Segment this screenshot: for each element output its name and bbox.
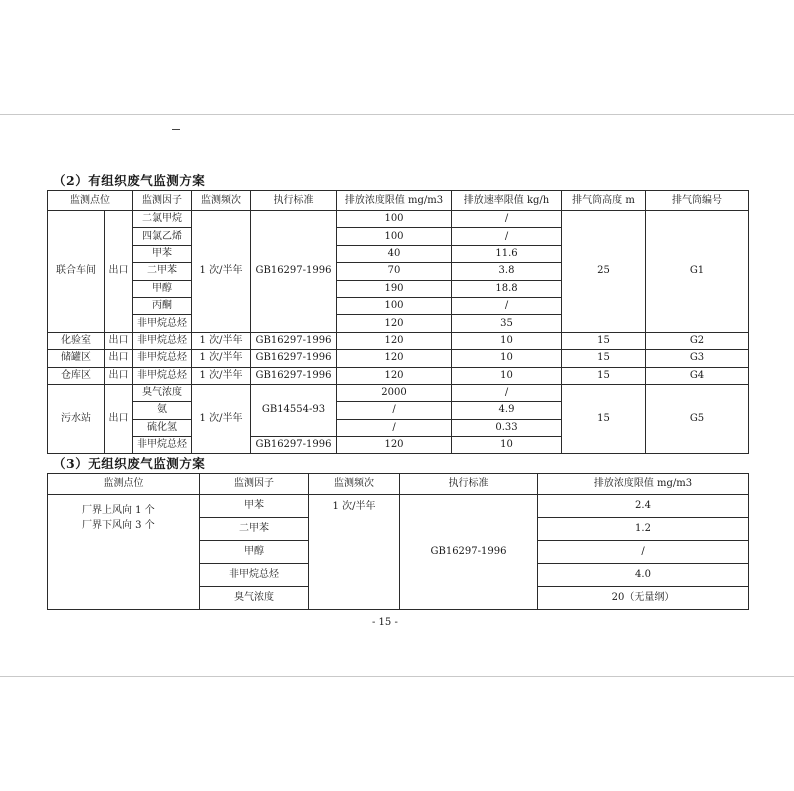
table-row: [48, 211, 749, 228]
frequency-cell: 1 次/半年: [192, 332, 251, 349]
stack-cell: G5: [646, 384, 749, 454]
stack-cell: G2: [646, 332, 749, 349]
location-cell: 化验室: [48, 332, 105, 349]
section3-title: （3）无组织废气监测方案: [53, 456, 206, 471]
factor-cell: 硫化氢: [133, 419, 192, 436]
stack-cell: G4: [646, 367, 749, 384]
standard-cell: GB16297-1996: [251, 437, 337, 454]
factor-cell: 非甲烷总烃: [133, 367, 192, 384]
organized-emission-table: [47, 190, 749, 454]
standard-cell: GB16297-1996: [251, 211, 337, 333]
header-cell: 排放浓度限值 mg/m3: [538, 474, 749, 495]
page-number: - 15 -: [372, 617, 398, 628]
conc-cell: 4.0: [538, 564, 749, 587]
rate-cell: 4.9: [452, 402, 562, 419]
factor-cell: 氨: [133, 402, 192, 419]
rate-cell: /: [452, 297, 562, 314]
header-cell: 排气筒高度 m: [562, 191, 646, 211]
header-cell: 排放浓度限值 mg/m3: [337, 191, 452, 211]
height-cell: 25: [562, 211, 646, 333]
conc-cell: 20（无量纲）: [538, 587, 749, 610]
factor-cell: 二氯甲烷: [133, 211, 192, 228]
frequency-cell: 1 次/半年: [192, 367, 251, 384]
conc-cell: 1.2: [538, 518, 749, 541]
monitoring-points-cell: [48, 495, 200, 610]
header-cell: 排气筒编号: [646, 191, 749, 211]
factor-cell: 甲醇: [200, 541, 309, 564]
table-header-row: [48, 191, 749, 211]
conc-cell: 100: [337, 297, 452, 314]
factor-cell: 二甲苯: [133, 263, 192, 280]
unorganized-emission-table: [47, 473, 749, 610]
factor-cell: 非甲烷总烃: [133, 350, 192, 367]
rate-cell: 11.6: [452, 245, 562, 262]
conc-cell: /: [337, 419, 452, 436]
conc-cell: 190: [337, 280, 452, 297]
location-cell: 仓库区: [48, 367, 105, 384]
rate-cell: 3.8: [452, 263, 562, 280]
header-cell: 排放速率限值 kg/h: [452, 191, 562, 211]
scan-top-edge: [0, 114, 794, 115]
conc-cell: 40: [337, 245, 452, 262]
location-cell: 污水站: [48, 384, 105, 454]
rate-cell: 0.33: [452, 419, 562, 436]
scan-bottom-edge: [0, 676, 794, 677]
height-cell: 15: [562, 367, 646, 384]
conc-cell: 120: [337, 332, 452, 349]
conc-cell: 70: [337, 263, 452, 280]
rate-cell: 18.8: [452, 280, 562, 297]
factor-cell: 二甲苯: [200, 518, 309, 541]
factor-cell: 臭气浓度: [133, 384, 192, 401]
rate-cell: /: [452, 228, 562, 245]
rate-cell: 10: [452, 437, 562, 454]
factor-cell: 甲醇: [133, 280, 192, 297]
factor-cell: 甲苯: [133, 245, 192, 262]
frequency-cell: 1 次/半年: [192, 350, 251, 367]
outlet-cell: 出口: [105, 332, 133, 349]
rate-cell: 10: [452, 367, 562, 384]
header-cell: 监测因子: [200, 474, 309, 495]
height-cell: 15: [562, 350, 646, 367]
table-row: [48, 384, 749, 401]
points-upwind: 厂界上风向 1 个: [82, 505, 155, 516]
outlet-cell: 出口: [105, 384, 133, 454]
conc-cell: 2.4: [538, 495, 749, 518]
standard-cell: GB16297-1996: [251, 350, 337, 367]
points-downwind: 厂界下风向 3 个: [82, 520, 155, 531]
conc-cell: /: [538, 541, 749, 564]
section2-title: （2）有组织废气监测方案: [53, 173, 206, 188]
factor-cell: 甲苯: [200, 495, 309, 518]
rate-cell: 35: [452, 315, 562, 332]
factor-cell: 非甲烷总烃: [133, 437, 192, 454]
height-cell: 15: [562, 384, 646, 454]
table-header-row: [48, 474, 749, 495]
standard-cell: GB16297-1996: [400, 495, 538, 610]
rate-cell: /: [452, 384, 562, 401]
header-cell: 执行标准: [400, 474, 538, 495]
conc-cell: 120: [337, 367, 452, 384]
rate-cell: 10: [452, 350, 562, 367]
factor-cell: 非甲烷总烃: [200, 564, 309, 587]
frequency-cell: 1 次/半年: [192, 211, 251, 333]
header-cell: 监测点位: [48, 474, 200, 495]
header-cell: 监测频次: [309, 474, 400, 495]
factor-cell: 臭气浓度: [200, 587, 309, 610]
conc-cell: 100: [337, 228, 452, 245]
outlet-cell: 出口: [105, 211, 133, 333]
table-row: [48, 350, 749, 367]
header-cell: 监测点位: [48, 191, 133, 211]
header-cell: 监测频次: [192, 191, 251, 211]
conc-cell: 120: [337, 350, 452, 367]
outlet-cell: 出口: [105, 367, 133, 384]
height-cell: 15: [562, 332, 646, 349]
outlet-cell: 出口: [105, 350, 133, 367]
factor-cell: 非甲烷总烃: [133, 332, 192, 349]
frequency-cell: 1 次/半年: [192, 384, 251, 454]
location-cell: 联合车间: [48, 211, 105, 333]
table-row: [48, 367, 749, 384]
rate-cell: /: [452, 211, 562, 228]
conc-cell: 120: [337, 315, 452, 332]
table-row: [48, 332, 749, 349]
header-cell: 监测因子: [133, 191, 192, 211]
conc-cell: 100: [337, 211, 452, 228]
factor-cell: 四氯乙烯: [133, 228, 192, 245]
factor-cell: 丙酮: [133, 297, 192, 314]
conc-cell: /: [337, 402, 452, 419]
stack-cell: G1: [646, 211, 749, 333]
header-cell: 执行标准: [251, 191, 337, 211]
frequency-cell: 1 次/半年: [309, 495, 400, 610]
standard-cell: GB14554-93: [251, 384, 337, 436]
conc-cell: 120: [337, 437, 452, 454]
stack-cell: G3: [646, 350, 749, 367]
standard-cell: GB16297-1996: [251, 332, 337, 349]
conc-cell: 2000: [337, 384, 452, 401]
rate-cell: 10: [452, 332, 562, 349]
standard-cell: GB16297-1996: [251, 367, 337, 384]
table-row: [48, 495, 749, 518]
scan-mark: [172, 129, 180, 130]
factor-cell: 非甲烷总烃: [133, 315, 192, 332]
location-cell: 储罐区: [48, 350, 105, 367]
